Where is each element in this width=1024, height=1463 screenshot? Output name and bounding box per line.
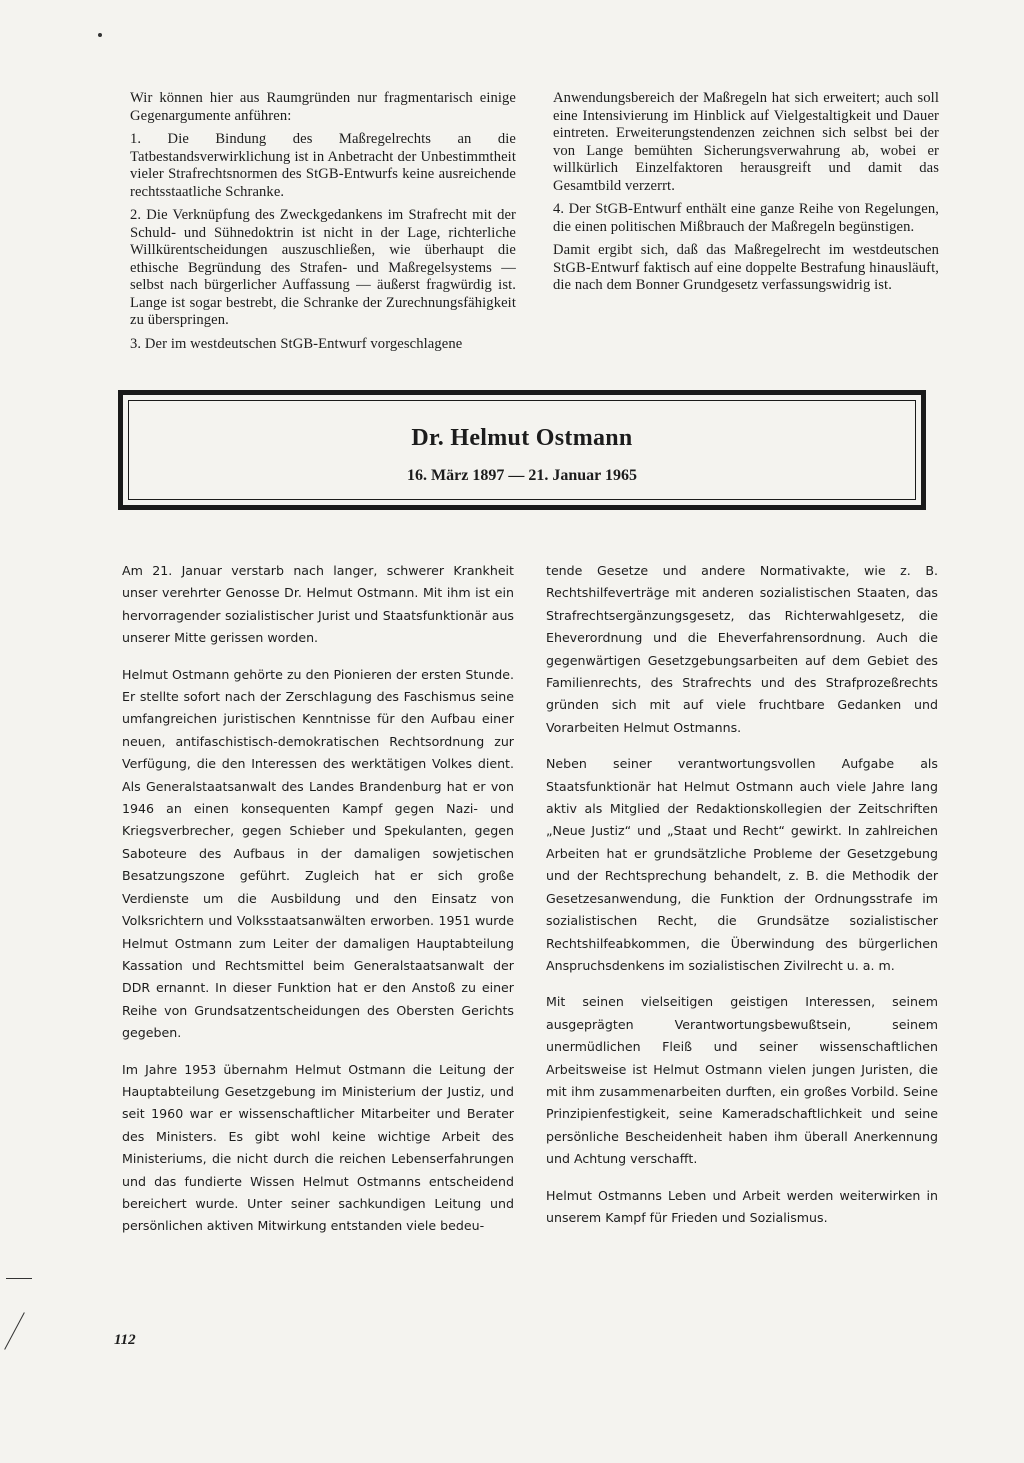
article-paragraph: Damit ergibt sich, daß das Maßregelrecht im westdeutschen StGB-Entwurf faktisch auf eine doppelte Bestrafung hinausläuft, die nach dem Bonner Grundgesetz verfassungswidrig ist. [553, 242, 939, 293]
obituary-paragraph: Helmut Ostmann gehörte zu den Pionieren der ersten Stunde. Er stellte sofort nach der Zerschlagung des Faschismus seine umfangreichen juristischen Kenntnisse für den Aufbau einer neuen, antifaschistisch-demokratischen Rechtsordnung zur Verfügung, die den Interessen des werktätigen Volkes dient. Als Generalstaatsanwalt des Landes Brandenburg hat er von 1946 an einen konsequenten Kampf gegen Nazi- und Kriegsverbrecher, gegen Schieber und Spekulanten, gegen Saboteure des Aufbaus in der damaligen sowjetischen Besatzungszone geführt. Zugleich hat er sich große Verdienste um die Ausbildung und den Einsatz von Volksrichtern und Volksstaatsanwälten erworben. 1951 wurde Helmut Ostmann zum Leiter der damaligen Hauptabteilung Kassation und Rechtsmittel beim Generalstaatsanwalt der DDR ernannt. In dieser Funktion hat er den Anstoß zu einer Reihe von Grundsatzentscheidungen des Obersten Gerichts gegeben. [122, 666, 514, 1041]
obituary-paragraph: Neben seiner verantwortungsvollen Aufgabe als Staatsfunktionär hat Helmut Ostmann auch viele Jahre lang aktiv als Mitglied der Redaktionskollegien der Zeitschriften „Neue Justiz“ und „Staat und Recht“ gewirkt. In zahlreichen Arbeiten hat er grundsätzliche Probleme der Gesetzgebung und der Rechtsprechung behandelt, z. B. die Methodik der Gesetzesanwendung, die Funktion der Ordnungsstrafe im sozialistischen Recht, die Grundsätze sozialistischer Rechtshilfeabkommen, die Überwindung des bürgerlichen Anspruchsdenkens im sozialistischen Zivilrecht u. a. m. [546, 756, 938, 973]
article-paragraph: 3. Der im westdeutschen StGB-Entwurf vorgeschlagene [130, 335, 463, 352]
obituary-paragraph: Helmut Ostmanns Leben und Arbeit werden weiterwirken in unserem Kampf für Frieden und Sozialismus. [546, 1187, 938, 1225]
obituary-dates: 16. März 1897 — 21. Januar 1965 [407, 467, 637, 484]
article-paragraph: 4. Der StGB-Entwurf enthält eine ganze Reihe von Regelungen, die einen politischen Mißbrauch der Maßregeln begünstigen. [553, 201, 939, 235]
obituary-column-left [122, 560, 514, 1252]
article-column-right [553, 90, 939, 301]
page-number: 112 [114, 1332, 136, 1348]
obituary-header-box [118, 390, 926, 510]
scan-margin-stroke [6, 1278, 32, 1279]
obituary-paragraph: Mit seinen vielseitigen geistigen Interessen, seinem ausgeprägten Verantwortungsbewußtsein, seinem unermüdlichen Fleiß und seiner wissenschaftlichen Arbeitsweise ist Helmut Ostmann vielen jungen Juristen, die mit ihm zusammenarbeiten durften, ein großes Vorbild. Seine Prinzipienfestigkeit, seine Kameradschaftlichkeit und seine persönliche Bescheidenheit haben ihm überall Anerkennung und Achtung verschafft. [546, 994, 938, 1167]
obituary-inner-frame [128, 400, 916, 500]
article-paragraph: Anwendungsbereich der Maßregeln hat sich erweitert; auch soll eine Intensivierung im Hinblick auf Vielgestaltigkeit und Dauer eintreten. Erweiterungstendenzen zeichnen sich selbst bei der von Lange bemühten Sicherungsverwahrung ab, wobei er willkürlich Einzelfaktoren herausgreift und damit das Gesamtbild verzerrt. [553, 90, 939, 194]
obituary-paragraph: tende Gesetze und andere Normativakte, wie z. B. Rechtshilfeverträge mit anderen sozialistischen Staaten, das Strafrechtsergänzungsgesetz, das Richterwahlgesetz, die Eheverordnung und die Eheverfahrensordnung. Auch die gegenwärtigen Gesetzgebungsarbeiten auf dem Gebiet des Familienrechts, des Strafrechts und des Strafprozeßrechts gründen sich mit auf viele fruchtbare Gedanken und Vorarbeiten Helmut Ostmanns. [546, 563, 938, 735]
obituary-column-right [546, 560, 938, 1243]
obituary-paragraph: Im Jahre 1953 übernahm Helmut Ostmann die Leitung der Hauptabteilung Gesetzgebung im Ministerium der Justiz, und seit 1960 war er wissenschaftlicher Mitarbeiter und Berater des Ministers. Es gibt wohl keine wichtige Arbeit des Ministeriums, die nicht durch die reichen Lebenserfahrungen und das fundierte Wissen Helmut Ostmanns entscheidend bereichert wurde. Unter seiner sachkundigen Leitung und persönlichen aktiven Mitwirkung entstanden viele bedeu- [122, 1061, 514, 1234]
obituary-name: Dr. Helmut Ostmann [411, 425, 633, 451]
article-paragraph: 1. Die Bindung des Maßregelrechts an die Tatbestandsverwirklichung ist in Anbetracht der Unbestimmtheit vieler Strafrechtsnormen des StGB-Entwurfs keine ausreichende rechtsstaatliche Schranke. [130, 131, 516, 200]
article-paragraph: Wir können hier aus Raumgründen nur fragmentarisch einige Gegenargumente anführen: [130, 90, 516, 124]
scan-margin-slash [4, 1312, 25, 1350]
scan-dot [98, 33, 102, 37]
obituary-paragraph: Am 21. Januar verstarb nach langer, schwerer Krankheit unser verehrter Genosse Dr. Helmut Ostmann. Mit ihm ist ein hervorragender sozialistischer Jurist und Staatsfunktionär aus unserer Mitte gerissen worden. [122, 563, 514, 646]
article-column-left [130, 90, 516, 359]
article-paragraph: 2. Die Verknüpfung des Zweckgedankens im Strafrecht mit der Schuld- und Sühnedoktrin ist nicht in der Lage, richterliche Willkürentscheidungen auszuschließen, wie überhaupt die ethische Begründung des Strafen- und Maßregelsystems — selbst nach bürgerlicher Auffassung — äußerst fragwürdig ist. Lange ist sogar bestrebt, die Schranke der Zurechnungsfähigkeit zu überspringen. [130, 207, 516, 328]
